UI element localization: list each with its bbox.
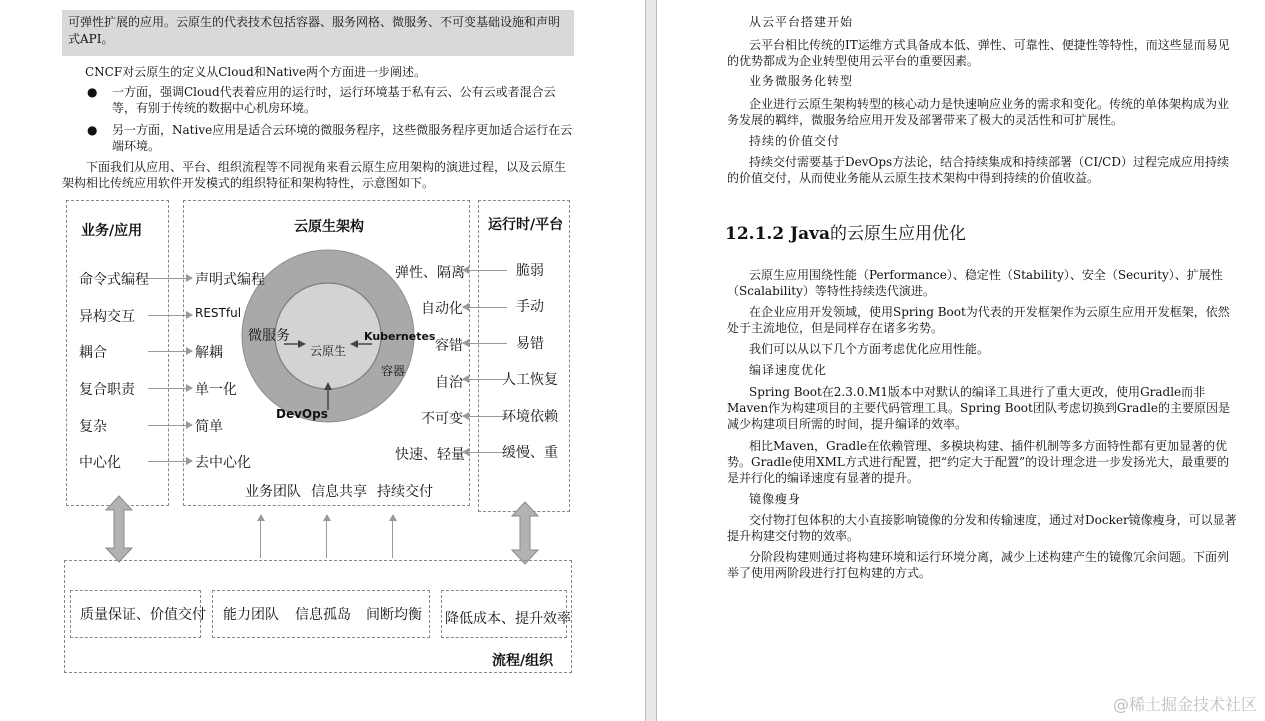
paragraph: 云平台相比传统的IT运维方式具备成本低、弹性、可靠性、便捷性等特性，而这些显而易见的优势都成为企业转型使用云平台的重要因素。 — [727, 38, 1230, 68]
runtime-item: 手动 — [516, 299, 544, 315]
paragraph: 持续交付需要基于DevOps方法论，结合持续集成和持续部署（CI/CD）过程完成应用持续的价值交付，从而使业务能从云原生技术架构中得到持续的价值收益。 — [727, 155, 1229, 185]
org-box-text: 质量保证、价值交付 — [80, 607, 206, 623]
business-item: 命令式编程 — [79, 272, 149, 288]
diagram-intro-text: 下面我们从应用、平台、组织流程等不同视角来看云原生应用架构的演进过程，以及云原生架构相比传统应用软件开发模式的组织特征和架构特性，示意图如下。 — [62, 160, 567, 190]
runtime-title: 运行时/平台 — [488, 217, 564, 233]
org-box-text: 信息孤岛 — [295, 607, 351, 623]
business-item: 复合职责 — [79, 382, 135, 398]
runtime-column — [478, 200, 570, 512]
paragraph: 我们可以从以下几个方面考虑优化应用性能。 — [749, 342, 990, 356]
cloud-native-diagram — [62, 196, 574, 676]
cloud-right-item: 容错 — [435, 338, 463, 354]
cloud-right-item: 快速、轻量 — [395, 447, 465, 463]
paragraph: 企业进行云原生架构转型的核心动力是快速响应业务的需求和变化。传统的单体架构成为业务发展的羁绊，微服务给应用开发及部署带来了极大的灵活性和可扩展性。 — [727, 97, 1230, 127]
cloud-right-item: 自动化 — [421, 301, 463, 317]
org-title: 流程/组织 — [492, 653, 554, 669]
heading-image-slim: 镜像瘦身 — [749, 492, 802, 506]
business-item: 异构交互 — [79, 309, 135, 325]
runtime-item: 易错 — [516, 336, 544, 352]
org-box-text: 间断均衡 — [366, 607, 422, 623]
bullet-item — [87, 122, 574, 154]
bullet-text: 另一方面，Native应用是适合云环境的微服务程序，这些微服务程序更加适合运行在云端环境。 — [112, 123, 573, 153]
runtime-item: 人工恢复 — [502, 372, 558, 388]
business-item: 耦合 — [79, 345, 107, 361]
cloud-left-item: 去中心化 — [195, 455, 251, 471]
paragraph: 交付物打包体积的大小直接影响镜像的分发和传输速度，通过对Docker镜像瘦身，可以显著提升构建交付物的效率。 — [727, 513, 1237, 543]
cloud-native-title: 云原生架构 — [294, 219, 364, 235]
cloud-bottom-item: 业务团队 — [245, 484, 301, 500]
cloud-bottom-item: 信息共享 — [311, 484, 367, 500]
heading-compile-speed: 编译速度优化 — [749, 363, 828, 377]
double-arrow-icon — [510, 500, 540, 566]
paragraph: Spring Boot在2.3.0.M1版本中对默认的编译工具进行了重大更改，使用Gradle而非Maven作为构建项目的主要代码管理工具。Spring Boot团队考虑切换到Gradle的主要原因是减少构建项目所需的时间，提升编译的效率。 — [727, 385, 1230, 431]
intro-text: CNCF对云原生的定义从Cloud和Native两个方面进一步阐述。 — [85, 65, 427, 79]
business-item: 复杂 — [79, 419, 107, 435]
bullet-item — [87, 84, 574, 116]
bullet-dot-icon: ● — [87, 123, 98, 137]
paragraph: 云原生应用围绕性能（Performance）、稳定性（Stability）、安全（Security）、扩展性（Scalability）等特性持续迭代演进。 — [727, 268, 1223, 298]
cloud-right-item: 弹性、隔离 — [395, 265, 465, 281]
cloud-left-item: 简单 — [195, 419, 223, 435]
circle-kubernetes-label: Kubernetes — [364, 330, 436, 343]
cloud-left-item: 解耦 — [195, 345, 223, 361]
arrow-up-icon — [260, 516, 261, 558]
page-gutter — [645, 0, 657, 721]
paragraph: 在企业应用开发领域，使用Spring Boot为代表的开发框架作为云原生应用开发框架，依然处于主流地位，但是同样存在诸多劣势。 — [727, 305, 1230, 335]
arrow-up-icon — [326, 516, 327, 558]
business-title: 业务/应用 — [81, 223, 143, 239]
cloud-left-item: 单一化 — [195, 382, 237, 398]
org-box-text: 能力团队 — [223, 607, 279, 623]
runtime-item: 环境依赖 — [502, 409, 558, 425]
heading-continuous-delivery: 持续的价值交付 — [749, 134, 841, 148]
circle-center-label: 云原生 — [310, 344, 347, 358]
double-arrow-icon — [104, 494, 134, 564]
circle-devops-label: DevOps — [276, 407, 328, 421]
org-box-text: 降低成本、提升效率 — [445, 611, 571, 627]
circle-microservice-label: 微服务 — [248, 328, 290, 344]
section-number: 12.1.2 Java — [725, 224, 831, 244]
right-page — [657, 0, 1265, 721]
paragraph: 分阶段构建则通过将构建环境和运行环境分离，减少上述构建产生的镜像冗余问题。下面列举了使用两阶段进行打包构建的方式。 — [727, 550, 1230, 580]
circle-container-label: 容器 — [381, 364, 406, 378]
watermark: @稀土掘金技术社区 — [1112, 695, 1257, 714]
cloud-bottom-item: 持续交付 — [377, 484, 433, 500]
heading-cloud-platform: 从云平台搭建开始 — [749, 15, 854, 29]
arrow-up-icon — [392, 516, 393, 558]
cloud-left-item: RESTful — [195, 306, 242, 320]
callout-box: 可弹性扩展的应用。云原生的代表技术包括容器、服务网格、微服务、不可变基础设施和声明式API。 — [62, 10, 574, 56]
section-title — [725, 219, 966, 244]
paragraph: 相比Maven，Gradle在依赖管理、多模块构建、插件机制等多方面特性都有更加显著的优势。Gradle使用XML方式进行配置，把“约定大于配置”的设计理念进一步发扬光大，最重要的是并行化的编译速度有显著的提升。 — [727, 439, 1230, 485]
runtime-item: 缓慢、重 — [502, 445, 558, 461]
runtime-item: 脆弱 — [516, 263, 544, 279]
heading-microservice: 业务微服务化转型 — [749, 74, 854, 88]
section-title-text: 的云原生应用优化 — [830, 224, 967, 244]
cloud-right-item: 不可变 — [421, 411, 463, 427]
bullet-dot-icon: ● — [87, 85, 98, 99]
business-item: 中心化 — [79, 455, 121, 471]
cloud-right-item: 自治 — [435, 375, 463, 391]
cloud-left-item: 声明式编程 — [195, 272, 265, 288]
bullet-text: 一方面，强调Cloud代表着应用的运行时，运行环境基于私有云、公有云或者混合云等，有别于传统的数据中心机房环境。 — [112, 85, 556, 115]
